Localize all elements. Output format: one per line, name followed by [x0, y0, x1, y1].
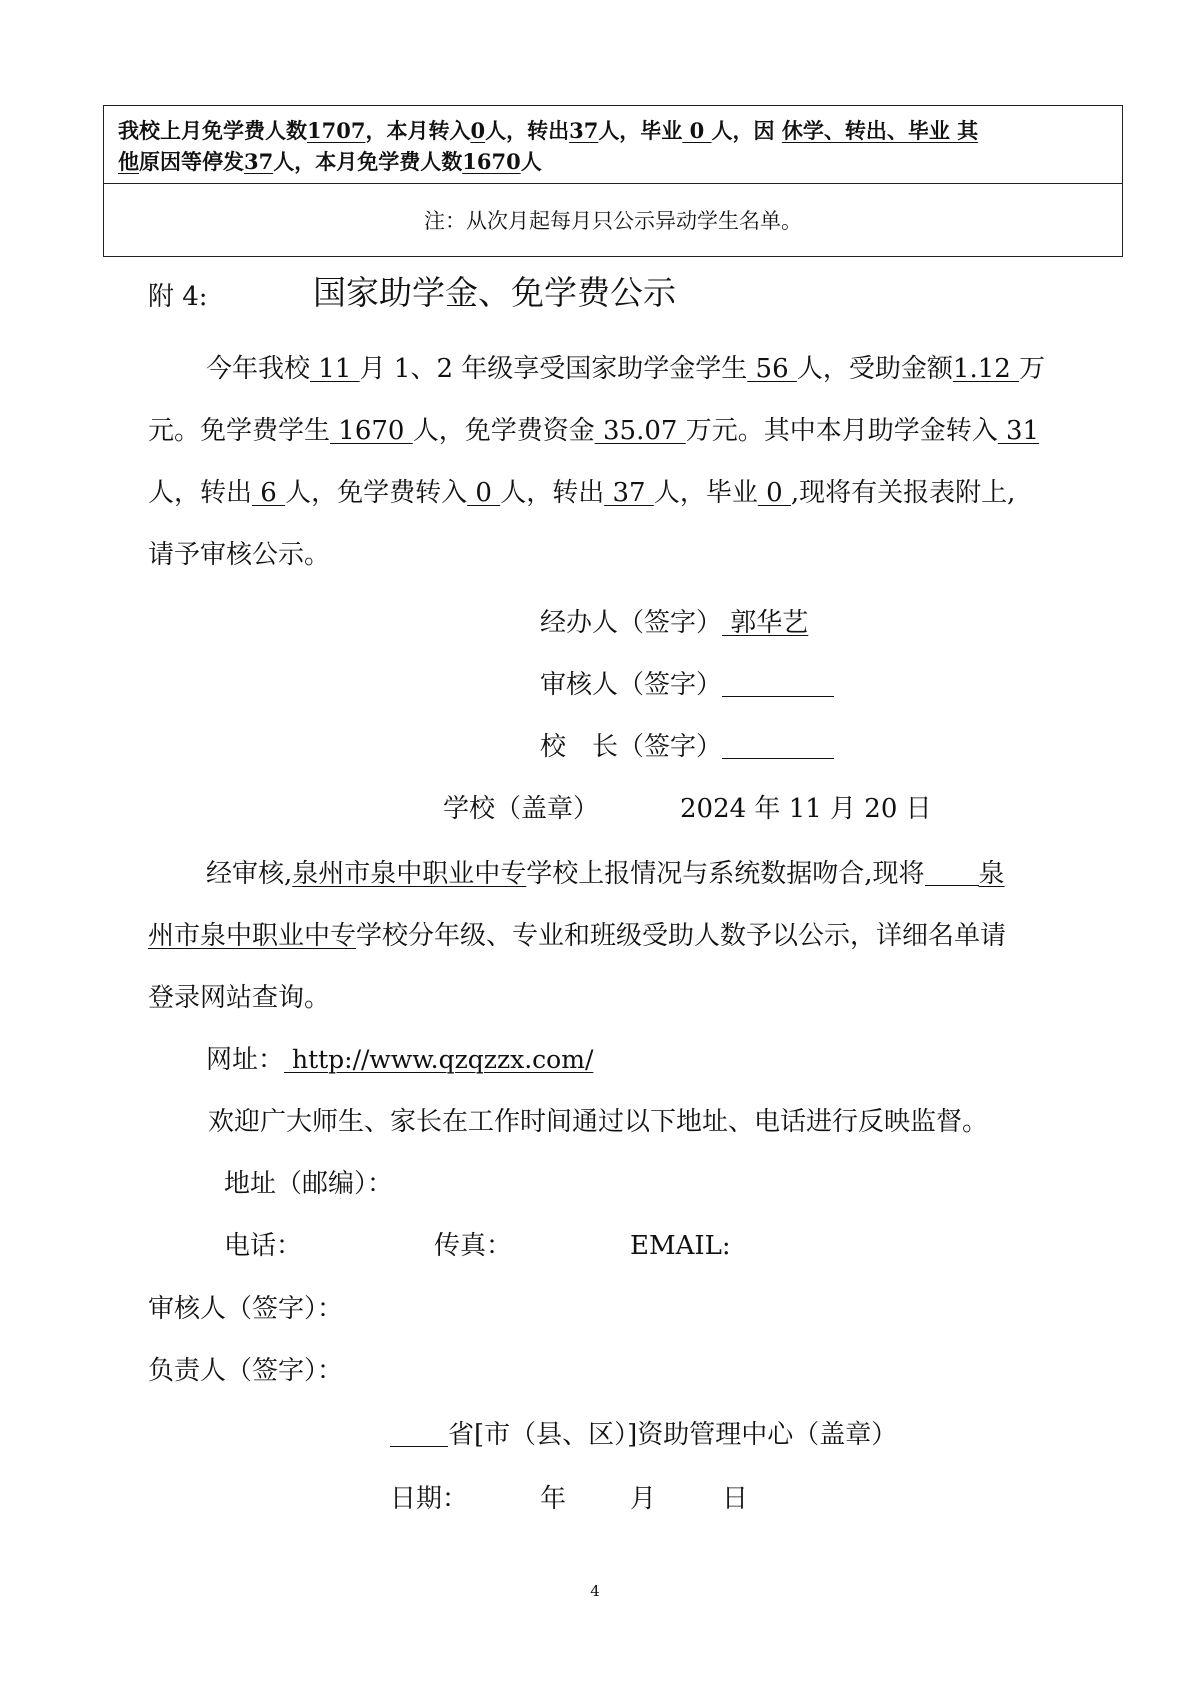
last-month-count: 1707	[307, 118, 366, 143]
transfer-out-count: 37	[569, 118, 599, 143]
summary-table	[103, 105, 1123, 257]
aid-in: 31	[997, 416, 1040, 446]
para2-line3: 登录网站查询。	[148, 983, 331, 1013]
website-url[interactable]: http://www.qzqzzx.com/	[291, 1045, 594, 1074]
para1-line1: 今年我校 11 月 1、2 年级享受国家助学金学生 56 人，受助金额1.12 万	[206, 354, 1046, 384]
address-label: 地址（邮编）：	[224, 1169, 394, 1199]
website-line: 网址： http://www.qzqzzx.com/	[206, 1043, 664, 1077]
current-count: 1670	[462, 149, 521, 174]
text: ，本月转入	[365, 118, 471, 143]
text: 我校上月免学费人数	[118, 118, 307, 143]
center-responsible: 负责人（签字）：	[148, 1356, 344, 1386]
center-month: 月	[630, 1484, 657, 1514]
text: 人，毕业	[598, 118, 683, 143]
free-amount: 35.07	[594, 416, 686, 446]
para1-line4: 请予审核公示。	[148, 540, 331, 570]
free-in: 0	[467, 478, 501, 508]
page-title: 国家助学金、免学费公示	[313, 273, 676, 312]
underline-gap	[925, 859, 979, 886]
reason-text: 休学、转出、毕业 其	[781, 118, 979, 143]
center-date: 日期：	[390, 1484, 469, 1514]
text: 人，本月免学费人数	[273, 149, 463, 174]
para1-line3: 人，转出 6 人，免学费转入 0 人，转出 37 人，毕业 0 ,现将有关报表附上,	[148, 478, 1016, 508]
signature-blank	[722, 670, 834, 697]
summary-row	[104, 106, 1122, 184]
welcome-text: 欢迎广大师生、家长在工作时间通过以下地址、电话进行反映监督。	[208, 1107, 989, 1137]
text: 人，转出	[485, 118, 570, 143]
para1-line2: 元。免学费学生 1670 人，免学费资金 35.07 万元。其中本月助学金转入 31	[148, 416, 1040, 446]
aid-out: 6	[252, 478, 286, 508]
text: 人，因	[711, 118, 775, 143]
heading-prefix: 附 4:	[148, 282, 208, 312]
school-name: 泉州市泉中职业中专	[292, 859, 527, 889]
text: 原因等停发	[139, 149, 244, 174]
signature-blank	[722, 732, 834, 759]
note-row	[104, 184, 1122, 256]
center-seal: 省[市（县、区）]资助管理中心（盖章）	[390, 1418, 897, 1452]
reason-text-2: 他	[118, 149, 139, 174]
center-year: 年	[540, 1484, 567, 1514]
handler-name: 郭华艺	[722, 608, 809, 638]
free-out: 37	[604, 478, 654, 508]
aid-students: 56	[747, 354, 797, 384]
para2-line2: 州市泉中职业中专学校分年级、专业和班级受助人数予以公示，详细名单请	[148, 921, 1007, 951]
para2-line1: 经审核,泉州市泉中职业中专学校上报情况与系统数据吻合,现将 泉	[206, 859, 1005, 889]
handler-signature: 经办人（签字） 郭华艺	[540, 608, 809, 638]
free-students: 1670	[330, 416, 413, 446]
sign-date: 2024 年 11 月 20 日	[680, 794, 932, 824]
province-blank	[390, 1420, 448, 1447]
note-text: 注：从次月起每月只公示异动学生名单。	[424, 209, 802, 233]
principal-signature: 校 长（签字）	[540, 730, 834, 764]
school-seal: 学校（盖章）	[443, 794, 600, 824]
page-number: 4	[590, 1582, 600, 1600]
center-reviewer: 审核人（签字）：	[148, 1294, 344, 1324]
phone-label: 电话：	[224, 1231, 303, 1261]
stopped-count: 37	[244, 149, 274, 174]
fax-label: 传真：	[434, 1231, 513, 1261]
graduate-count: 0	[682, 118, 712, 143]
aid-amount: 1.12	[952, 354, 1020, 384]
center-day: 日	[722, 1484, 749, 1514]
grad-count: 0	[757, 478, 791, 508]
text: 人	[520, 149, 542, 174]
email-label: EMAIL:	[630, 1231, 731, 1261]
month-value: 11	[310, 354, 360, 384]
transfer-in-count: 0	[470, 118, 486, 143]
reviewer-signature: 审核人（签字）	[540, 668, 834, 702]
school-name-2: 州市泉中职业中专	[148, 921, 357, 951]
